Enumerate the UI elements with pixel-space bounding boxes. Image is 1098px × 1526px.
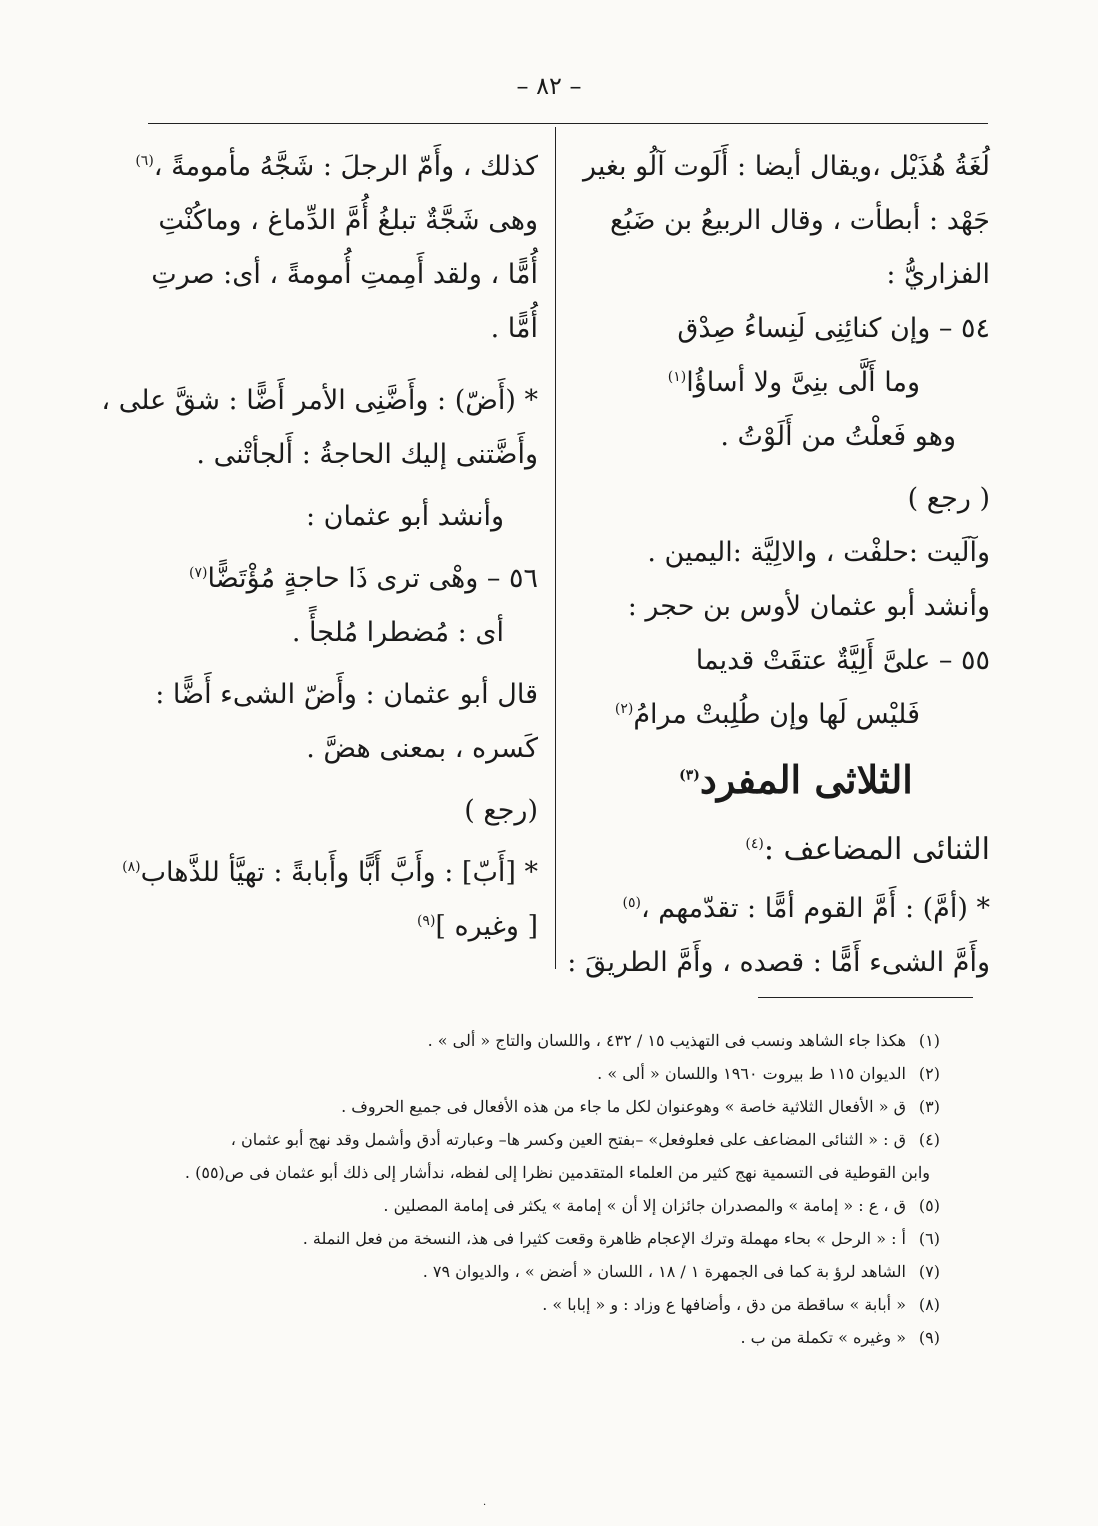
footnote-ref-4: (٤) [745,836,764,852]
footnote-rule [758,997,973,998]
footnote-8 [150,1288,940,1321]
entry-line [122,846,538,900]
text-line: وأَمَّ الشىء أَمًّا : قصده ، وأَمَّ الطريقَ : [567,947,990,978]
footnote-9 [150,1321,940,1354]
footnote-text: الشاهد لرؤ بة كما فى الجمهرة ١ / ١٨ ، اللسان « أضض » ، والديوان ٧٩ . [422,1262,906,1281]
footnote-2 [150,1057,940,1090]
text-line: وهو فَعلْتُ من أَلَوْتُ . [720,421,956,452]
text-line: وأنشد أبو عثمان : [305,501,504,532]
text-line: أى : مُضطرا مُلجأً . [291,617,504,648]
footnote-text: هكذا جاء الشاهد ونسب فى التهذيب ١٥ / ٤٣٢ ، واللسان والتاج « ألى » . [427,1031,906,1050]
footnote-4 [150,1123,940,1156]
footnote-text: « أبابة » ساقطة من دق ، وأضافها ع وزاد : و « إبابا » . [542,1295,906,1314]
header-rule [148,123,988,124]
text-line [128,900,538,954]
footnote-ref-7: (٧) [189,565,208,581]
verse-text: وما أَلَّى بنِىَّ ولا أساؤُا [686,367,920,398]
footnote-number: (٦) [918,1229,940,1248]
footnote-number: (٧) [918,1262,940,1281]
footnote-ref-9: (٩) [416,913,436,929]
verse-56 [128,552,538,606]
footnote-number: (٢) [918,1064,940,1083]
text-line: الفزاريُّ : [886,259,990,290]
verse-54-line-2 [582,356,990,410]
footnote-number: (٩) [918,1328,940,1347]
verse-54-line-1 [582,302,990,356]
entry-line: * (أَضّ) : وأَضَّنِى الأمر أَضًّا : شقَّ على ، [101,385,538,416]
section-marker: ( رجع ) [907,483,990,514]
footnote-3 [150,1090,940,1123]
text-line: كَسره ، بمعنى هضَّ . [306,733,538,764]
footnote-text: الديوان ١١٥ ط بيروت ١٩٦٠ واللسان « ألى » . [597,1064,906,1083]
footnote-ref-1: (١) [667,369,687,385]
text-line: وآلَيت :حلفْت ، والالِيَّة :اليمين . [647,537,990,568]
footnote-text: ق ، ع : « إمامة » والمصدران جائزان إلا أن » إمامة » يكثر فى إمامة المصلين . [383,1196,906,1215]
section-marker: (رجع ) [464,795,538,826]
footnote-number: (١) [918,1031,940,1050]
subsection-heading [582,818,990,882]
verse-55-line-1: ٥٥ – علىَّ أَلِيَّةٌ عتقَتْ قديما [695,645,990,676]
footnote-text: أ : « الرحل » بحاء مهملة وترك الإعجام ظاهرة وقعت كثيرا فى هذ، النسخة من فعل النملة . [302,1229,906,1248]
text-line: قال أبو عثمان : وأَضّ الشىء أَضًّا : [155,679,538,710]
footnote-number: (٣) [918,1097,940,1116]
footnote-text: وابن القوطية فى التسمية نهج كثير من العلماء المتقدمين نظرا إلى لفظه، ندأشار إلى ذلك أبو عثمان فى ص(٥٥) . [184,1163,930,1182]
footnote-6 [150,1222,940,1255]
footnote-7 [150,1255,940,1288]
text-line: أُمًّا . [490,313,538,344]
page-number: – ٨٢ – [516,72,582,100]
heading-text: الثنائى المضاعف : [763,832,990,867]
verse-text: ٥٤ – وإن كنائِنِى لَنِساءُ صِدْق [677,313,990,344]
entry-text: * [أَبّ] : وأَبَّ أَبًّا وأَبابةً : تهيَّأ للذَّهاب [140,857,538,888]
heading-text: الثلاثى المفرد [699,757,913,802]
text-line: أُمًّا ، ولقد أَمِمتِ أُمومةً ، أى: صرتِ [151,259,538,290]
footnote-text: « وغيره » تكملة من ب . [740,1328,906,1347]
entry-text: كذلك ، وأَمّ الرجلَ : شَجَّهُ مأمومةً ، [153,151,538,182]
footnote-ref-2: (٢) [614,701,634,717]
footnote-number: (٥) [918,1196,940,1215]
footnote-ref-8: (٨) [122,859,141,875]
footnote-1 [150,1024,940,1057]
verse-text: ٥٦ – وهْى ترى ذَا حاجةٍ مُؤْتَضًّا [207,563,538,594]
text-line: وهى شَجَّةٌ تبلغُ أُمَّ الدِّماغ ، وماكُنْتِ [158,205,538,236]
page-speck: · [483,1500,487,1511]
verse-55-line-2 [582,688,990,742]
footnote-number: (٤) [918,1130,940,1149]
footnote-ref-3: (٣) [679,767,700,784]
right-column [567,140,990,990]
footnote-ref-6: (٦) [135,153,154,169]
text-line: لُغَةُ هُذَيْل ،ويقال أيضا : أَلَوت آلُو بغير [582,151,990,182]
footnote-5 [150,1189,940,1222]
footnote-text: ق « الأفعال الثلاثية خاصة » وهوعنوان لكل ما جاء من هذه الأفعال فى جميع الحروف . [341,1097,906,1116]
section-heading [582,742,990,818]
column-divider [555,127,556,969]
footnote-number: (٨) [918,1295,940,1314]
verse-text: فَليْس لَها وإن طُلِبتْ مرامُ [633,699,920,730]
text-line: وأنشد أبو عثمان لأوس بن حجر : [627,591,990,622]
footnote-ref-5: (٥) [622,895,641,911]
entry-line [582,882,990,936]
text-line: وأَضَّتنى إليك الحاجةُ : أَلجأتْنى . [196,439,538,470]
entry-text: * (أمَّ) : أَمَّ القوم أمًّا : تقدّمهم ، [640,893,990,924]
left-column [101,140,538,954]
entry-line [128,140,538,194]
text-line: جَهْد : أبطأت ، وقال الربيعُ بن ضَبُع [610,205,990,236]
entry-text: [ وغيره ] [435,911,538,942]
footnote-text: ق : « الثنائى المضاعف على فعلوفعل» –بفتح العين وكسر ها– وعبارته أدق وأشمل وقد نهج أبو عثمان ، [230,1130,906,1149]
footnotes [150,1024,940,1354]
footnote-4-continued [150,1156,940,1189]
